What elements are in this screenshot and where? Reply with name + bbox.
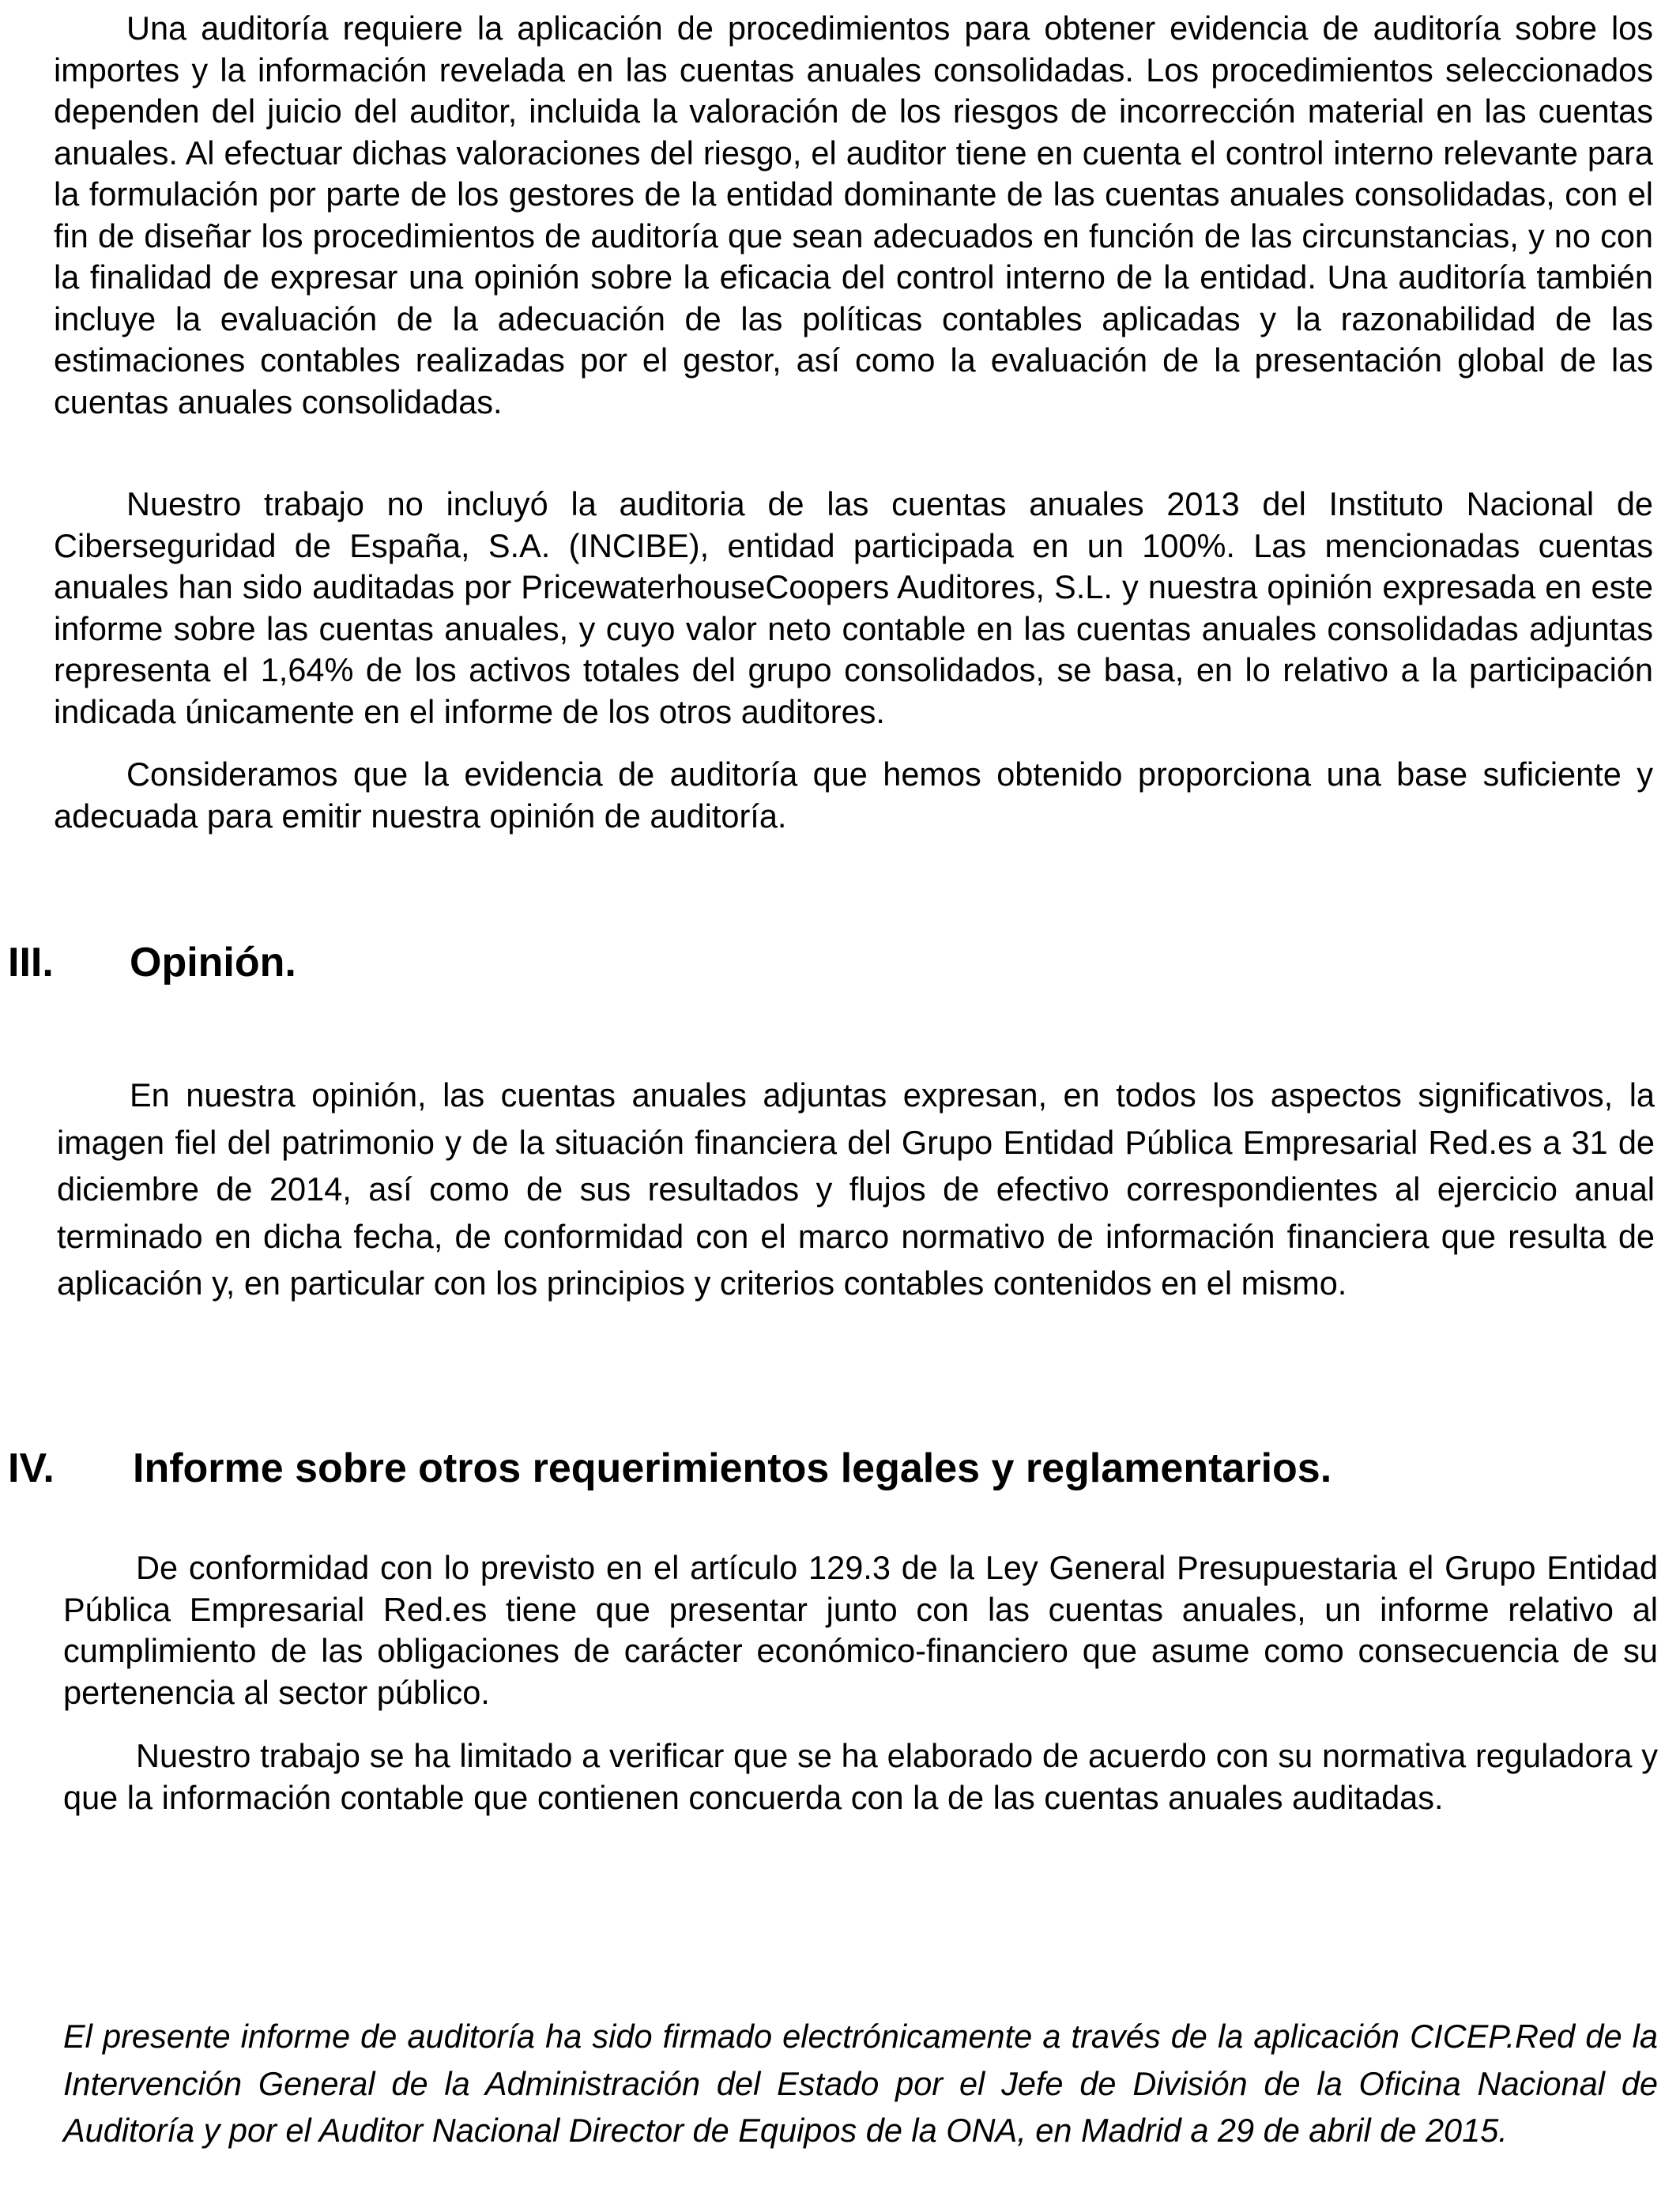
paragraph-signature-note: El presente informe de auditoría ha sido firmado electrónicamente a través de la aplicación CICEP.Red de la Intervención General de la Administración del Estado por el Jefe de División de la Oficina Nacional de Auditoría y por el Auditor Nacional Director de Equipos de la ONA, en Madrid a 29 de abril de 2015. (63, 2018, 1658, 2149)
section-number: III. (8, 940, 54, 985)
paragraph-audit-procedures: Una auditoría requiere la aplicación de procedimientos para obtener evidencia de auditoría sobre los importes y la información revelada en las cuentas anuales consolidadas. Los procedimientos seleccionados dependen del juicio del auditor, incluida la valoración de los riesgos de incorrección material en las cuentas anuales. Al efectuar dichas valoraciones del riesgo, el auditor tiene en cuenta el control interno relevante para la formulación por parte de los gestores de la entidad dominante de las cuentas anuales consolidadas, con el fin de diseñar los procedimientos de auditoría que sean adecuados en función de las circunstancias, y no con la finalidad de expresar una opinión sobre la eficacia del control interno de la entidad. Una auditoría también incluye la evaluación de la adecuación de las políticas contables aplicadas y la razonabilidad de las estimaciones contables realizadas por el gestor, así como la evaluación de la presentación global de las cuentas anuales consolidadas. (54, 9, 1653, 420)
paragraph-scope-limitation: Nuestro trabajo no incluyó la auditoria de las cuentas anuales 2013 del Instituto Nacional de Ciberseguridad de España, S.A. (INCIBE), entidad participada en un 100%. Las mencionadas cuentas anuales han sido auditadas por PricewaterhouseCoopers Auditores, S.L. y nuestra opinión expresada en este informe sobre las cuentas anuales, y cuyo valor neto contable en las cuentas anuales consolidadas adjuntas representa el 1,64% de los activos totales del grupo consolidados, se basa, en lo relativo a la participación indicada únicamente en el informe de los otros auditores. (54, 485, 1653, 730)
section-title: Informe sobre otros requerimientos legales y reglamentarios. (133, 1445, 1332, 1491)
paragraph-work-limitation: Nuestro trabajo se ha limitado a verificar que se ha elaborado de acuerdo con su normativa reguladora y que la información contable que contienen concuerda con la de las cuentas anuales auditadas. (63, 1737, 1658, 1816)
paragraph-evidence-basis: Consideramos que la evidencia de auditoría que hemos obtenido proporciona una base suficiente y adecuada para emitir nuestra opinión de auditoría. (54, 756, 1653, 835)
section-number: IV. (8, 1445, 55, 1491)
paragraph-opinion: En nuestra opinión, las cuentas anuales adjuntas expresan, en todos los aspectos significativos, la imagen fiel del patrimonio y de la situación financiera del Grupo Entidad Pública Empresarial Red.es a 31 de diciembre de 2014, así como de sus resultados y flujos de efectivo correspondientes al ejercicio anual terminado en dicha fecha, de conformidad con el marco normativo de información financiera que resulta de aplicación y, en particular con los principios y criterios contables contenidos en el mismo. (57, 1076, 1655, 1302)
section-title: Opinión. (130, 940, 296, 985)
paragraph-legal-requirement: De conformidad con lo previsto en el artículo 129.3 de la Ley General Presupuestaria el Grupo Entidad Pública Empresarial Red.es tiene que presentar junto con las cuentas anuales, un informe relativo al cumplimiento de las obligaciones de carácter económico-financiero que asume como consecuencia de su pertenencia al sector público. (63, 1549, 1658, 1711)
